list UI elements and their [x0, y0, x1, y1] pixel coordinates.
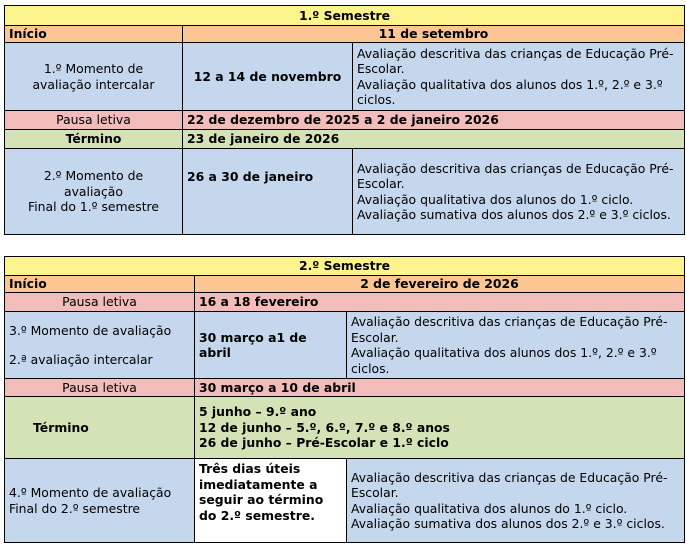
s1-start-label: Início: [5, 26, 183, 43]
first-semester-table: [4, 5, 685, 235]
s2-moment4-dates: Três dias úteis imediatamente a seguir ao término do 2.º semestre.: [195, 459, 347, 543]
s2-end-label: Término: [5, 397, 195, 459]
s2-moment3-label: 3.º Momento de avaliação 2.ª avaliação intercalar: [5, 312, 195, 379]
s1-moment2-dates: 26 a 30 de janeiro: [183, 149, 353, 235]
s1-moment2-label: 2.º Momento de avaliação Final do 1.º semestre: [5, 149, 183, 235]
s1-end-value: 23 de janeiro de 2026: [183, 130, 685, 149]
s2-moment4-label: 4.º Momento de avaliação Final do 2.º semestre: [5, 459, 195, 543]
s1-moment2-description: Avaliação descritiva das crianças de Educação Pré-Escolar. Avaliação qualitativa dos alunos do 1.º ciclo. Avaliação sumativa dos alunos dos 2.º e 3.º ciclos.: [353, 149, 685, 235]
s1-break-value: 22 de dezembro de 2025 a 2 de janeiro 2026: [183, 111, 685, 130]
s2-break1-value: 16 a 18 fevereiro: [195, 293, 685, 312]
s1-break-label: Pausa letiva: [5, 111, 183, 130]
second-semester-table: [4, 256, 685, 543]
s2-start-value: 2 de fevereiro de 2026: [195, 276, 685, 293]
s2-break2-value: 30 março a 10 de abril: [195, 379, 685, 397]
s2-start-label: Início: [5, 276, 195, 293]
s1-moment1-dates: 12 a 14 de novembro: [183, 43, 353, 111]
s1-moment1-label: 1.º Momento de avaliação intercalar: [5, 43, 183, 111]
s2-moment3-dates: 30 março a1 de abril: [195, 312, 347, 379]
s2-break1-label: Pausa letiva: [5, 293, 195, 312]
s1-start-value: 11 de setembro: [183, 26, 685, 43]
s2-moment4-description: Avaliação descritiva das crianças de Educação Pré-Escolar. Avaliação qualitativa dos alunos do 1.º ciclo. Avaliação sumativa dos alunos dos 2.º e 3.º ciclos.: [347, 459, 685, 543]
s1-end-label: Término: [5, 130, 183, 149]
s2-moment3-description: Avaliação descritiva das crianças de Educação Pré-Escolar. Avaliação qualitativa dos alunos dos 1.º, 2.º e 3.º ciclos.: [347, 312, 685, 379]
first-semester-title: 1.º Semestre: [5, 6, 685, 26]
s1-moment1-description: Avaliação descritiva das crianças de Educação Pré-Escolar. Avaliação qualitativa dos alunos dos 1.º, 2.º e 3.º ciclos.: [353, 43, 685, 111]
s2-end-dates: 5 junho – 9.º ano 12 de junho – 5.º, 6.º, 7.º e 8.º anos 26 de junho – Pré-Escolar e 1.º ciclo: [195, 397, 685, 459]
s2-break2-label: Pausa letiva: [5, 379, 195, 397]
second-semester-title: 2.º Semestre: [5, 257, 685, 276]
